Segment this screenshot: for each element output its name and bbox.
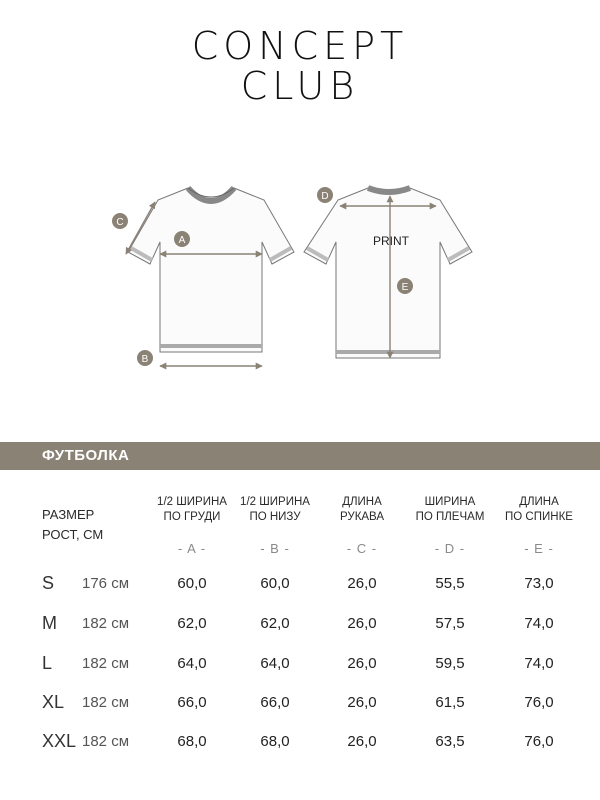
table-row xyxy=(0,692,600,716)
column-header-line1: ДЛИНА xyxy=(342,496,382,508)
cell-value: 26,0 xyxy=(347,615,377,632)
size-label: M xyxy=(42,613,57,633)
cell-value: 74,0 xyxy=(524,615,554,632)
column-letter-b: - B - xyxy=(260,541,290,556)
height-value: 182 см xyxy=(82,694,130,711)
marker-d xyxy=(317,187,333,203)
tshirt-measurement-illustration xyxy=(0,170,600,380)
size-header xyxy=(42,505,103,545)
cell-value: 66,0 xyxy=(260,694,290,711)
tshirt-front xyxy=(128,188,294,352)
cell-value: 62,0 xyxy=(177,615,207,632)
marker-b xyxy=(137,350,153,366)
column-header-line1: 1/2 ШИРИНА xyxy=(240,496,310,508)
cell-value: 74,0 xyxy=(524,655,554,672)
cell-value: 61,5 xyxy=(435,694,465,711)
size-label: S xyxy=(42,573,55,593)
cell-value: 55,5 xyxy=(435,575,465,592)
cell-value: 26,0 xyxy=(347,694,377,711)
marker-d-label: D xyxy=(321,191,329,202)
section-title: ФУТБОЛКА xyxy=(42,447,130,464)
cell-value: 68,0 xyxy=(177,733,207,750)
table-row xyxy=(0,613,600,637)
cell-value: 59,5 xyxy=(435,655,465,672)
size-label: L xyxy=(42,653,53,673)
section-title-band xyxy=(0,442,600,470)
column-header-hem xyxy=(225,495,325,525)
cell-value: 60,0 xyxy=(260,575,290,592)
column-header-line2: ПО ГРУДИ xyxy=(163,511,221,523)
cell-value: 63,5 xyxy=(435,733,465,750)
column-letter-a: - A - xyxy=(177,541,207,556)
column-header-line1: 1/2 ШИРИНА xyxy=(157,496,227,508)
cell-value: 26,0 xyxy=(347,575,377,592)
marker-b-label: B xyxy=(141,354,149,365)
size-header-line1: РАЗМЕР xyxy=(42,507,95,522)
marker-e xyxy=(397,278,413,294)
height-value: 176 см xyxy=(82,575,130,592)
cell-value: 57,5 xyxy=(435,615,465,632)
marker-e-label: E xyxy=(401,282,409,293)
table-row xyxy=(0,731,600,755)
cell-value: 64,0 xyxy=(260,655,290,672)
print-label: PRINT xyxy=(373,234,409,248)
size-label: XXL xyxy=(42,731,77,751)
size-header-line2: РОСТ, СМ xyxy=(42,527,104,542)
brand-logo-line2: CLUB xyxy=(240,64,360,108)
column-letter-d: - D - xyxy=(434,541,466,556)
column-header-sleeve xyxy=(312,495,412,525)
column-header-line1: ШИРИНА xyxy=(424,496,476,508)
column-letter-c: - C - xyxy=(346,541,378,556)
marker-a-label: A xyxy=(178,235,186,246)
column-header-back-length xyxy=(489,495,589,525)
size-label: XL xyxy=(42,692,65,712)
column-header-line2: ПО ПЛЕЧАМ xyxy=(415,511,485,523)
column-header-shoulders xyxy=(400,495,500,525)
tshirt-back xyxy=(304,188,472,358)
column-header-line2: ПО СПИНКЕ xyxy=(505,511,573,523)
cell-value: 73,0 xyxy=(524,575,554,592)
marker-c-label: C xyxy=(116,217,124,228)
table-row xyxy=(0,573,600,597)
brand-logo-line1: CONCEPT xyxy=(191,24,409,68)
height-value: 182 см xyxy=(82,655,130,672)
cell-value: 62,0 xyxy=(260,615,290,632)
table-row xyxy=(0,653,600,677)
cell-value: 26,0 xyxy=(347,655,377,672)
height-value: 182 см xyxy=(82,615,130,632)
column-letter-e: - E - xyxy=(524,541,554,556)
cell-value: 76,0 xyxy=(524,733,554,750)
cell-value: 76,0 xyxy=(524,694,554,711)
marker-a xyxy=(174,231,190,247)
cell-value: 66,0 xyxy=(177,694,207,711)
marker-c xyxy=(112,213,128,229)
column-header-line2: ПО НИЗУ xyxy=(249,511,301,523)
cell-value: 64,0 xyxy=(177,655,207,672)
height-value: 182 см xyxy=(82,733,130,750)
column-header-line2: РУКАВА xyxy=(339,511,385,523)
cell-value: 26,0 xyxy=(347,733,377,750)
cell-value: 60,0 xyxy=(177,575,207,592)
cell-value: 68,0 xyxy=(260,733,290,750)
column-header-line1: ДЛИНА xyxy=(519,496,559,508)
